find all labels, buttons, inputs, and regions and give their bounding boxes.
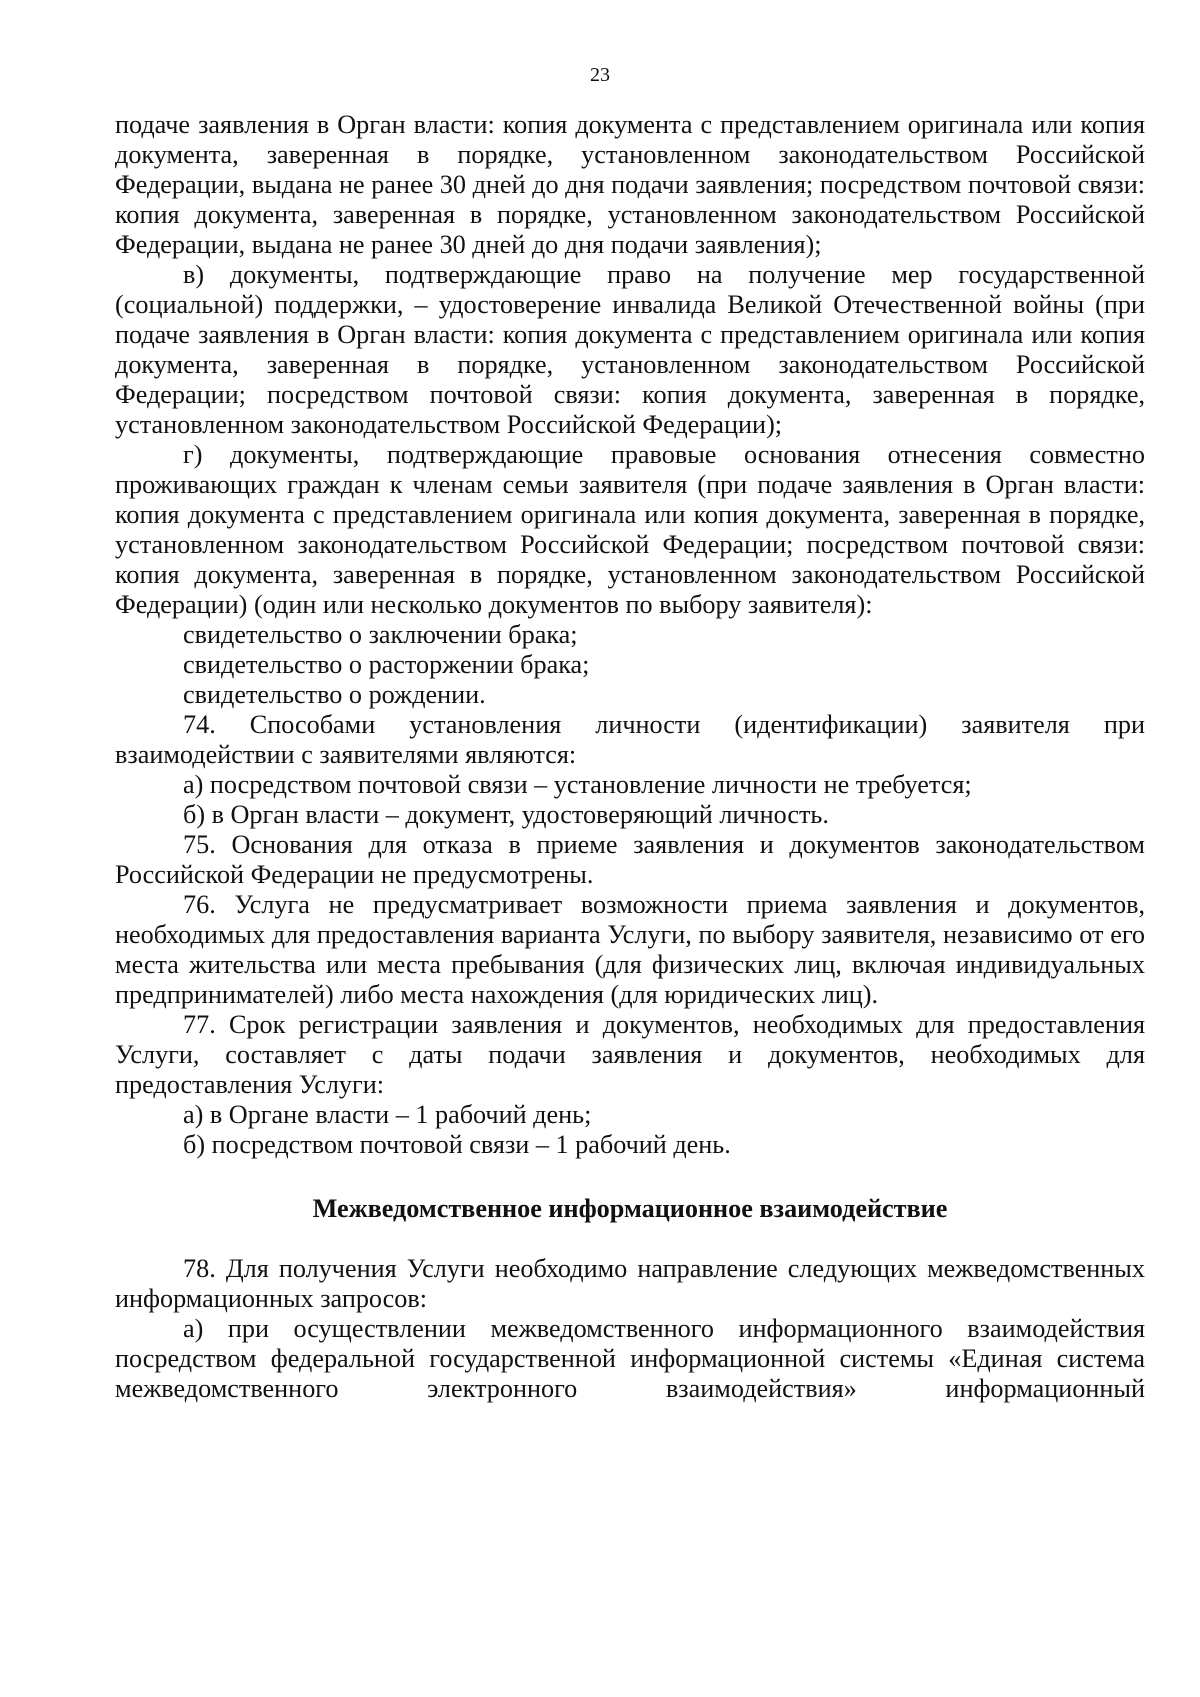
section-heading: Межведомственное информационное взаимодействие bbox=[312, 1194, 948, 1223]
paragraph-77-item-b: б) посредством почтовой связи – 1 рабочий день. bbox=[183, 1130, 731, 1159]
paragraph-76: 76. Услуга не предусматривает возможности приема заявления и документов, необходимых для предоставления варианта Услуги, по выбору заявителя, независимо от его места жительства или места пребывания (для физических лиц, включая индивидуальных предпринимателей) либо места нахождения (для юридических лиц). bbox=[115, 890, 1145, 1009]
paragraph-item-g: г) документы, подтверждающие правовые основания отнесения совместно проживающих граждан к членам семьи заявителя (при подаче заявления в Орган власти: копия документа с представлением оригинала или копия документа, заверенная в порядке, установленном законодательством Российской Федерации; посредством почтовой связи: копия документа, заверенная в порядке, установленном законодательством Российской Федерации) (один или несколько документов по выбору заявителя): bbox=[115, 440, 1145, 619]
paragraph-74: 74. Способами установления личности (идентификации) заявителя при взаимодействии с заявителями являются: bbox=[115, 710, 1145, 769]
paragraph-74-item-a: а) посредством почтовой связи – установление личности не требуется; bbox=[183, 770, 972, 799]
page-number: 23 bbox=[590, 64, 610, 86]
paragraph-77: 77. Срок регистрации заявления и документов, необходимых для предоставления Услуги, составляет с даты подачи заявления и документов, необходимых для предоставления Услуги: bbox=[115, 1010, 1145, 1099]
paragraph-78: 78. Для получения Услуги необходимо направление следующих межведомственных информационных запросов: bbox=[115, 1254, 1145, 1313]
list-item-divorce-certificate: свидетельство о расторжении брака; bbox=[183, 650, 590, 679]
document-body bbox=[115, 110, 1145, 1404]
paragraph-77-item-a: а) в Органе власти – 1 рабочий день; bbox=[183, 1100, 592, 1129]
list-item-marriage-certificate: свидетельство о заключении брака; bbox=[183, 620, 578, 649]
paragraph-75: 75. Основания для отказа в приеме заявления и документов законодательством Российской Федерации не предусмотрены. bbox=[115, 830, 1145, 889]
paragraph-item-v: в) документы, подтверждающие право на получение мер государственной (социальной) поддержки, – удостоверение инвалида Великой Отечественной войны (при подаче заявления в Орган власти: копия документа с представлением оригинала или копия документа, заверенная в порядке, установленном законодательством Российской Федерации; посредством почтовой связи: копия документа, заверенная в порядке, установленном законодательством Российской Федерации); bbox=[115, 260, 1145, 439]
paragraph-continuation: подаче заявления в Орган власти: копия документа с представлением оригинала или копия документа, заверенная в порядке, установленном законодательством Российской Федерации, выдана не ранее 30 дней до дня подачи заявления; посредством почтовой связи: копия документа, заверенная в порядке, установленном законодательством Российской Федерации, выдана не ранее 30 дней до дня подачи заявления); bbox=[115, 110, 1145, 259]
list-item-birth-certificate: свидетельство о рождении. bbox=[183, 680, 486, 709]
paragraph-74-item-b: б) в Орган власти – документ, удостоверяющий личность. bbox=[183, 800, 829, 829]
paragraph-78-item-a: а) при осуществлении межведомственного информационного взаимодействия посредством федеральной государственной информационной системы «Единая система межведомственного электронного взаимодействия» информационный bbox=[115, 1314, 1145, 1403]
